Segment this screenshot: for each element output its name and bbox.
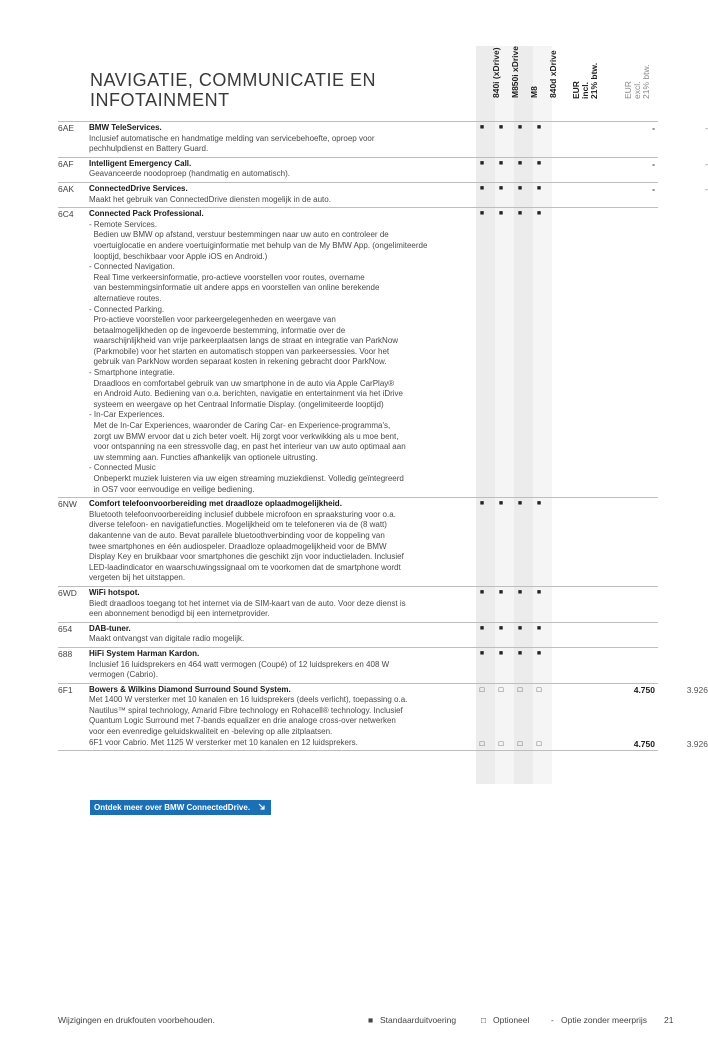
option-text-line: Nautilus™ spiral technology, Amarid Fibre technology en Rohacell® technology. Inclusief (89, 705, 403, 715)
table-row (58, 497, 658, 586)
standard-marker: ■ (536, 184, 542, 192)
option-name: Connected Pack Professional. (89, 209, 204, 219)
price-excl-vat: 3.926 (686, 738, 708, 749)
option-text-line: betaalmogelijkheden op de ingevoerde bestemming, informatie over de (89, 325, 346, 335)
standard-marker: ■ (517, 124, 523, 131)
price-excl-vat: 3.926 (686, 684, 708, 695)
column-header-840i: 840i (xDrive) (491, 47, 501, 98)
option-code: 6NW (58, 499, 77, 510)
option-text-line: - Smartphone integratie. (89, 368, 175, 378)
table-row (58, 182, 708, 207)
option-text-line: Geavanceerde noodoproep (handmatig en automatisch). (89, 169, 291, 179)
column-header-price-excl: EUR excl. 21% btw. (623, 64, 651, 99)
standard-marker: ■ (498, 624, 504, 632)
option-text-line: Onbeperkt muziek luisteren via uw eigen streaming muziekdienst. Volledig geïntegreerd (89, 474, 404, 483)
option-text-line: twee smartphones en één audiospeler. Draadloze oplaadmogelijkheid voor de BMW (89, 541, 387, 551)
option-code: 688 (58, 648, 73, 659)
option-text-line: dakantenne van de auto. Bevat parallele bluetoothverbinding voor de koppeling van (89, 530, 385, 540)
column-header-m850i: M850i xDrive (510, 46, 520, 98)
option-text-line: voor ontspanning na een stressvolle dag, en past het interieur van uw auto optimaal aan (89, 442, 406, 452)
option-text-line: systeem en weergave op het Centraal Informatie Display. (ongelimiteerde looptijd) (89, 399, 384, 409)
connecteddrive-link-button[interactable]: Ontdek meer over BMW ConnectedDrive. (90, 800, 271, 815)
option-text-line: (Parkmobile) voor het starten en automatisch stoppen van parkeersessies. Voor het (89, 346, 390, 356)
option-name: WiFi hotspot. (89, 587, 140, 597)
price-incl-vat: - (652, 183, 655, 194)
option-text-line: Bluetooth telefoonvoorbereiding inclusief dubbele microfoon en spraaksturing voor o.a. (89, 509, 396, 519)
standard-marker: ■ (536, 124, 542, 131)
price-incl-vat: - (652, 123, 655, 133)
table-bottom-rule (58, 750, 658, 751)
arrow-icon (258, 800, 265, 815)
optional-marker: □ (498, 684, 504, 694)
standard-marker: ■ (536, 500, 542, 508)
option-text-line: - Connected Navigation. (89, 262, 175, 272)
option-description (89, 623, 493, 647)
option-text-line: Bedien uw BMW op afstand, verstuur bestemmingen naar uw auto en controleer de (89, 230, 389, 240)
option-text-line: LED-laadindicator en waarschuwingssignaal om te voorkomen dat de smartphone wordt (89, 562, 401, 572)
option-text-line: Display Key en bruikbaar voor smartphones die geschikt zijn voor inductieladen. Inclusief (89, 552, 404, 562)
option-text-line: en Android Auto. Bediening van o.a. berichten, navigatie en entertainment via het iDrive (89, 389, 403, 399)
optional-marker: □ (517, 684, 523, 694)
option-text-line: Quantum Logic Surround met 7-bands equalizer en drie analoge cross-over netwerken (89, 716, 396, 726)
standard-marker: ■ (517, 588, 523, 596)
option-text-line: waarschijnlijkheid van vrije parkeerplaatsen langs de straat en integratie van ParkNow (89, 336, 399, 346)
option-text-line: - Connected Music (89, 463, 156, 473)
standard-marker: ■ (498, 500, 504, 508)
option-text-line: - Connected Parking. (89, 304, 165, 314)
standard-marker: ■ (498, 159, 504, 167)
standard-marker: ■ (536, 159, 542, 167)
option-text-line: vergeten bij het uitstappen. (89, 573, 186, 583)
option-text-line: uw stemming aan. Functies afhankelijk van optionele uitrusting. (89, 452, 318, 462)
optional-marker: □ (479, 738, 485, 748)
optional-marker: □ (536, 684, 542, 694)
option-description (89, 158, 493, 182)
option-text-line: in OS7 voor eenvoudige en veilige bediening. (89, 484, 255, 494)
standard-marker: ■ (536, 649, 542, 657)
option-text-line: alternatieve routes. (89, 293, 162, 303)
option-text-line: zorgt uw BMW ervoor dat u zich beter voelt. Hij zorgt voor verkwikking als u moe bent, (89, 431, 399, 441)
option-text-line: Draadloos en comfortabel gebruik van uw smartphone in de auto via Apple CarPlay® (89, 378, 395, 388)
standard-marker: ■ (498, 649, 504, 657)
option-text-line: Biedt draadloos toegang tot het internet via de SIM-kaart van de auto. Voor deze dienst is (89, 598, 406, 608)
option-description (89, 498, 493, 586)
option-name: Comfort telefoonvoorbereiding met draadloze oplaadmogelijkheid. (89, 499, 342, 509)
standard-marker: ■ (479, 624, 485, 632)
standard-marker: ■ (498, 210, 504, 218)
option-text-line: looptijd, beschikbaar voor Apple iOS en Android.) (89, 251, 268, 261)
option-description (89, 183, 493, 207)
option-text-line: Maakt ontvangst van digitale radio mogelijk. (89, 634, 245, 644)
option-text-line: Met de In-Car Experiences, waaronder de Caring Car- en Experience-programma's, (89, 421, 391, 431)
table-row (58, 622, 658, 647)
optional-marker: □ (479, 684, 485, 694)
column-header-price-incl: EUR incl. 21% btw. (571, 62, 599, 99)
option-code: 6C4 (58, 209, 74, 220)
option-text-line: Real Time verkeersinformatie, pro-actieve voorstellen voor routes, overname (89, 272, 365, 282)
standard-marker: ■ (536, 588, 542, 596)
price-excl-vat: - (705, 123, 708, 133)
standard-marker: ■ (517, 210, 523, 218)
legend-optional-symbol: □ (481, 1015, 487, 1025)
option-text-line: van bestemmingsinformatie uit andere apps en voorstellen van online berekende (89, 283, 380, 293)
option-text-line: pechhulpdienst en Battery Guard. (89, 144, 209, 154)
options-table (58, 121, 708, 751)
option-text-line: vermogen (Cabrio). (89, 670, 158, 680)
option-text-line: Pro-actieve voorstellen voor parkeergelegenheden en weergave van (89, 315, 336, 325)
standard-marker: ■ (517, 500, 523, 508)
option-name: ConnectedDrive Services. (89, 183, 188, 193)
standard-marker: ■ (498, 588, 504, 596)
table-row (58, 683, 708, 751)
option-text-line: 6F1 voor Cabrio. Met 1125 W versterker met 10 kanalen en 12 luidsprekers. (89, 737, 358, 747)
price-incl-vat: - (652, 158, 655, 169)
option-code: 654 (58, 623, 73, 634)
option-description (89, 122, 493, 157)
standard-marker: ■ (536, 210, 542, 218)
standard-marker: ■ (479, 124, 485, 131)
standard-marker: ■ (479, 649, 485, 657)
price-excl-vat: - (705, 183, 708, 194)
table-row (58, 157, 708, 182)
option-text-line: Met 1400 W versterker met 10 kanalen en 16 luidsprekers (deels verlicht), toepassing o.a. (89, 695, 408, 705)
option-name: Intelligent Emergency Call. (89, 158, 192, 168)
page-number: 21 (664, 1015, 674, 1025)
legend-free: Optie zonder meerprijs (561, 1015, 647, 1025)
option-description (89, 208, 493, 497)
optional-marker: □ (498, 738, 504, 748)
option-name: BMW TeleServices. (89, 123, 162, 132)
legend-free-symbol: - (551, 1015, 554, 1025)
option-code: 6AE (58, 123, 75, 133)
option-text-line: Inclusief 16 luidsprekers en 464 watt vermogen (Coupé) of 12 luidsprekers en 408 W (89, 659, 390, 669)
option-text-line: Maakt het gebruik van ConnectedDrive diensten mogelijk in de auto. (89, 194, 331, 204)
standard-marker: ■ (479, 159, 485, 167)
optional-marker: □ (536, 738, 542, 748)
standard-marker: ■ (517, 159, 523, 167)
option-text-line: - In-Car Experiences. (89, 410, 165, 420)
legend-optional: Optioneel (493, 1015, 530, 1025)
table-row (58, 207, 658, 497)
standard-marker: ■ (479, 184, 485, 192)
column-header-m8: M8 (529, 86, 539, 98)
standard-marker: ■ (479, 500, 485, 508)
option-text-line: Inclusief automatische en handmatige melding van servicebehoefte, oproep voor (89, 133, 375, 143)
page-title (90, 70, 420, 110)
table-row (58, 647, 658, 683)
option-code: 6F1 (58, 684, 73, 695)
price-excl-vat: - (705, 158, 708, 169)
option-text-line: een abonnement benodigd bij een internetprovider. (89, 609, 270, 619)
option-name: HiFi System Harman Kardon. (89, 648, 200, 658)
table-row (58, 586, 658, 622)
option-text-line: voertuiglocatie en andere voertuiginformatie met behulp van de My BMW App. (ongelimiteerde (89, 240, 428, 250)
standard-marker: ■ (498, 184, 504, 192)
footer-disclaimer: Wijzigingen en drukfouten voorbehouden. (58, 1015, 215, 1025)
standard-marker: ■ (517, 184, 523, 192)
option-name: DAB-tuner. (89, 623, 131, 633)
option-code: 6WD (58, 587, 77, 598)
optional-marker: □ (517, 738, 523, 748)
column-header-840d: 840d xDrive (548, 50, 558, 98)
option-text-line: diverse telefoon- en navigatiefuncties. Mogelijkheid om te telefoneren via de (8 watt) (89, 520, 387, 530)
page-title-line-2: INFOTAINMENT (90, 90, 230, 110)
price-incl-vat: 4.750 (633, 738, 655, 749)
price-incl-vat: 4.750 (633, 684, 655, 695)
legend-standard: Standaarduitvoering (380, 1015, 457, 1025)
option-name: Bowers & Wilkins Diamond Surround Sound System. (89, 684, 291, 694)
option-code: 6AF (58, 158, 74, 169)
table-row (58, 121, 708, 157)
page-title-line-1: NAVIGATIE, COMMUNICATIE EN (90, 70, 377, 90)
option-description (89, 648, 493, 683)
option-description (89, 684, 493, 751)
standard-marker: ■ (498, 124, 504, 131)
option-text-line: voor een evenredige geluidskwaliteit en -beleving op alle zitplaatsen. (89, 727, 333, 737)
option-code: 6AK (58, 183, 75, 194)
option-description (89, 587, 493, 622)
standard-marker: ■ (536, 624, 542, 632)
standard-marker: ■ (517, 649, 523, 657)
legend-standard-symbol: ■ (368, 1015, 374, 1025)
standard-marker: ■ (479, 210, 485, 218)
standard-marker: ■ (479, 588, 485, 596)
option-text-line: gebruik van ParkNow worden separaat kosten in rekening gebracht door ParkNow. (89, 357, 387, 367)
option-text-line: - Remote Services. (89, 219, 158, 229)
standard-marker: ■ (517, 624, 523, 632)
